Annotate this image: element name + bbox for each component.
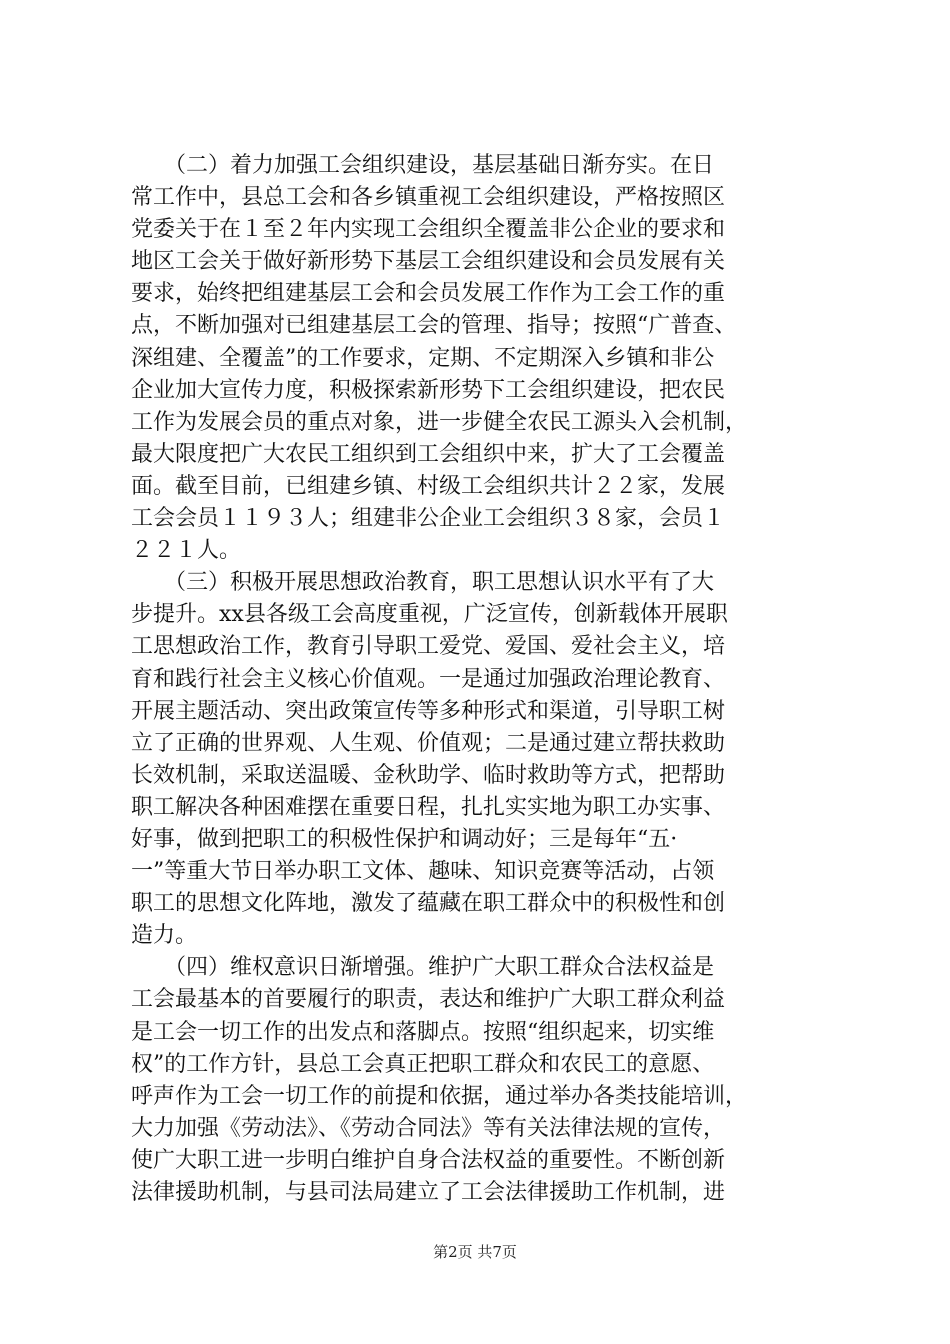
text-line: 企业加大宣传力度，积极探索新形势下工会组织建设，把农民 xyxy=(131,377,726,403)
text-line: 面。截至目前，已组建乡镇、村级工会组织共计２２家，发展 xyxy=(131,473,726,499)
text-line: 深组建、全覆盖”的工作要求，定期、不定期深入乡镇和非公 xyxy=(131,345,715,371)
text-line: 权”的工作方针，县总工会真正把职工群众和农民工的意愿、 xyxy=(131,1051,715,1077)
text-line: 法律援助机制，与县司法局建立了工会法律援助工作机制，进 xyxy=(131,1180,726,1205)
text-line: 最大限度把广大农民工组织到工会组织中来，扩大了工会覆盖 xyxy=(131,441,726,467)
text-line: 好事，做到把职工的积极性保护和调动好；三是每年“五· xyxy=(131,826,678,852)
text-line: 点，不断加强对已组建基层工会的管理、指导；按照“广普查、 xyxy=(131,313,737,339)
text-line: 是工会一切工作的出发点和落脚点。按照“组织起来，切实维 xyxy=(131,1019,715,1045)
text-line: 立了正确的世界观、人生观、价值观；二是通过建立帮扶救助 xyxy=(131,730,726,756)
document-body xyxy=(131,150,831,1209)
text-line: 大力加强《劳动法》、《劳动合同法》等有关法律法规的宣传， xyxy=(131,1115,726,1141)
text-line: 使广大职工进一步明白维护自身合法权益的重要性。不断创新 xyxy=(131,1147,726,1173)
text-line: 开展主题活动、突出政策宣传等多种形式和渠道，引导职工树 xyxy=(131,698,726,724)
text-line: 工作为发展会员的重点对象，进一步健全农民工源头入会机制， xyxy=(131,409,748,435)
text-line: （四）维权意识日渐增强。维护广大职工群众合法权益是 xyxy=(131,955,715,981)
text-line: 工会会员１１９３人；组建非公企业工会组织３８家，会员１ xyxy=(131,506,726,532)
text-line: （二）着力加强工会组织建设，基层基础日渐夯实。在日 xyxy=(131,153,715,178)
text-line: 育和践行社会主义核心价值观。一是通过加强政治理论教育、 xyxy=(131,666,726,692)
text-line: 要求，始终把组建基层工会和会员发展工作作为工会工作的重 xyxy=(131,281,726,307)
text-line: 职工解决各种困难摆在重要日程，扎扎实实地为职工办实事、 xyxy=(131,794,726,820)
text-line: 工思想政治工作，教育引导职工爱党、爱国、爱社会主义，培 xyxy=(131,634,726,660)
text-line: 呼声作为工会一切工作的前提和依据，通过举办各类技能培训， xyxy=(131,1083,748,1109)
text-line: 常工作中，县总工会和各乡镇重视工会组织建设，严格按照区 xyxy=(131,185,726,211)
text-line: 步提升。xx县各级工会高度重视，广泛宣传，创新载体开展职 xyxy=(131,602,728,628)
text-line: 造力。 xyxy=(131,923,198,949)
text-line: （三）积极开展思想政治教育，职工思想认识水平有了大 xyxy=(131,570,715,596)
page-footer: 第2页 共7页 xyxy=(433,1243,517,1261)
text-line: ２２１人。 xyxy=(131,538,242,564)
text-line: 工会最基本的首要履行的职责，表达和维护广大职工群众利益 xyxy=(131,987,726,1013)
text-line: 党委关于在１至２年内实现工会组织全覆盖非公企业的要求和 xyxy=(131,217,726,243)
text-line: 一”等重大节日举办职工文体、趣味、知识竞赛等活动，占领 xyxy=(131,859,715,885)
text-line: 地区工会关于做好新形势下基层工会组织建设和会员发展有关 xyxy=(131,249,726,275)
text-line: 职工的思想文化阵地，激发了蕴藏在职工群众中的积极性和创 xyxy=(131,891,726,917)
text-line: 长效机制，采取送温暖、金秋助学、临时救助等方式，把帮助 xyxy=(131,762,726,788)
